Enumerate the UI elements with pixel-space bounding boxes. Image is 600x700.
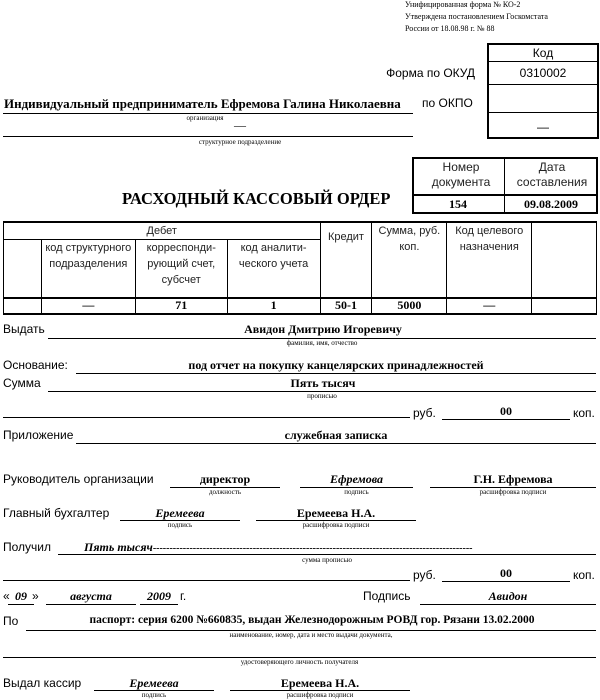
date-year-suffix: г. <box>180 589 187 603</box>
row-sum: 5000 <box>372 298 447 314</box>
amount-kop-label: коп. <box>573 406 595 420</box>
issue-label: Выдать <box>3 322 45 336</box>
doc-date-header: Дата составления <box>516 160 588 189</box>
row-empty <box>4 298 42 314</box>
received-label: Получил <box>3 540 51 554</box>
okpo-label: по ОКПО <box>422 96 473 110</box>
table-row <box>4 298 597 314</box>
okud-label: Форма по ОКУД <box>386 66 475 80</box>
attachment-value: служебная записка <box>284 428 388 442</box>
organization-name: Индивидуальный предприниматель Ефремова Галина Николаевна <box>4 96 401 111</box>
accountant-signature-caption: подпись <box>167 521 193 529</box>
code-header: Код <box>532 46 554 60</box>
accountant-name: Еремеева Н.А. <box>296 506 376 520</box>
department-caption: структурное подразделение <box>198 138 282 146</box>
amount-rub-label: руб. <box>413 406 436 420</box>
amount-caption: прописью <box>307 392 337 400</box>
analytic-header: код аналити- ческого учета <box>227 240 320 298</box>
row-struct: — <box>41 298 135 314</box>
form-header-line3: России от 18.08.98 г. № 88 <box>405 24 495 33</box>
doc-number-header: Номер документа <box>431 160 491 189</box>
struct-header: код структурного подразделения <box>41 240 135 298</box>
basis-value: под отчет на покупку канцелярских принадлежностей <box>188 358 484 372</box>
form-header <box>405 0 600 35</box>
passport-caption: наименование, номер, дата и место выдачи документа, <box>229 631 393 639</box>
doc-date: 09.08.2009 <box>524 197 578 211</box>
corr-header: корреспонди- рующий счет, субсчет <box>135 240 227 298</box>
date-month: августа <box>70 589 112 603</box>
form-header-line2: Утверждена постановлением Госкомстата <box>405 12 548 21</box>
accountant-name-caption: расшифровка подписи <box>302 521 370 529</box>
received-kop-value: 00 <box>500 566 512 580</box>
head-position: директор <box>199 472 251 486</box>
doc-number: 154 <box>449 197 467 211</box>
extra-header <box>532 222 597 298</box>
department-value: — <box>234 118 246 132</box>
received-kop-label: коп. <box>573 568 595 582</box>
row-corr: 71 <box>135 298 227 314</box>
passport-value: паспорт: серия 6200 №660835, выдан Железнодорожным РОВД гор. Рязани 13.02.2000 <box>89 614 535 626</box>
issue-caption: фамилия, имя, отчество <box>286 339 358 347</box>
row-analytic: 1 <box>227 298 320 314</box>
row-purpose: — <box>447 298 532 314</box>
debit-header: Дебет <box>4 222 321 240</box>
received-dashes: ------------------------------------------------------------------------------------------------ <box>152 543 473 554</box>
code-extra-value: — <box>537 120 549 134</box>
cashier-signature: Еремеева <box>129 676 179 690</box>
received-rub-label: руб. <box>413 568 436 582</box>
sum-header: Сумма, руб. коп. <box>372 222 447 298</box>
date-year: 2009 <box>147 589 171 603</box>
head-signature-caption: подпись <box>344 488 369 496</box>
basis-label: Основание: <box>3 358 68 372</box>
amount-value: Пять тысяч <box>290 376 356 390</box>
cashier-label: Выдал кассир <box>3 676 82 690</box>
passport-caption2: удостоверяющего личность получателя <box>240 658 359 666</box>
head-name-caption: расшифровка подписи <box>479 488 547 496</box>
organization-caption: организация <box>186 114 224 122</box>
accountant-signature: Еремеева <box>155 506 205 520</box>
date-open-quote: « <box>3 589 10 603</box>
date-close-quote: » <box>32 589 39 603</box>
head-name: Г.Н. Ефремова <box>473 472 553 486</box>
row-credit: 50-1 <box>320 298 372 314</box>
cashier-name-caption: расшифровка подписи <box>286 691 354 699</box>
cashier-name: Еремеева Н.А. <box>280 676 360 690</box>
amount-kop-value: 00 <box>500 404 512 418</box>
amount-label: Сумма <box>3 376 41 390</box>
accounting-table <box>3 221 597 315</box>
issue-value: Авидон Дмитрию Игоревичу <box>244 322 402 336</box>
purpose-header: Код целевого назначения <box>447 222 532 298</box>
received-value: Пять тысяч <box>84 540 153 554</box>
head-signature: Ефремова <box>329 472 384 486</box>
okud-value: 0310002 <box>519 66 567 80</box>
head-label: Руководитель организации <box>3 472 154 486</box>
head-position-caption: должность <box>208 488 242 496</box>
attachment-label: Приложение <box>3 428 74 442</box>
credit-header: Кредит <box>320 222 372 298</box>
form-header-line1: Унифицированная форма № КО-2 <box>405 0 521 9</box>
accountant-label: Главный бухгалтер <box>3 506 110 520</box>
passport-label: По <box>3 614 19 628</box>
receiver-signature-label: Подпись <box>363 589 411 603</box>
received-line <box>58 538 596 554</box>
date-day: 09 <box>15 589 27 603</box>
cashier-signature-caption: подпись <box>141 691 167 699</box>
empty-col-header <box>4 240 42 298</box>
received-caption: сумма прописью <box>302 556 352 564</box>
page-title: РАСХОДНЫЙ КАССОВЫЙ ОРДЕР <box>122 189 391 208</box>
row-extra <box>532 298 597 314</box>
receiver-signature: Авидон <box>488 589 528 603</box>
